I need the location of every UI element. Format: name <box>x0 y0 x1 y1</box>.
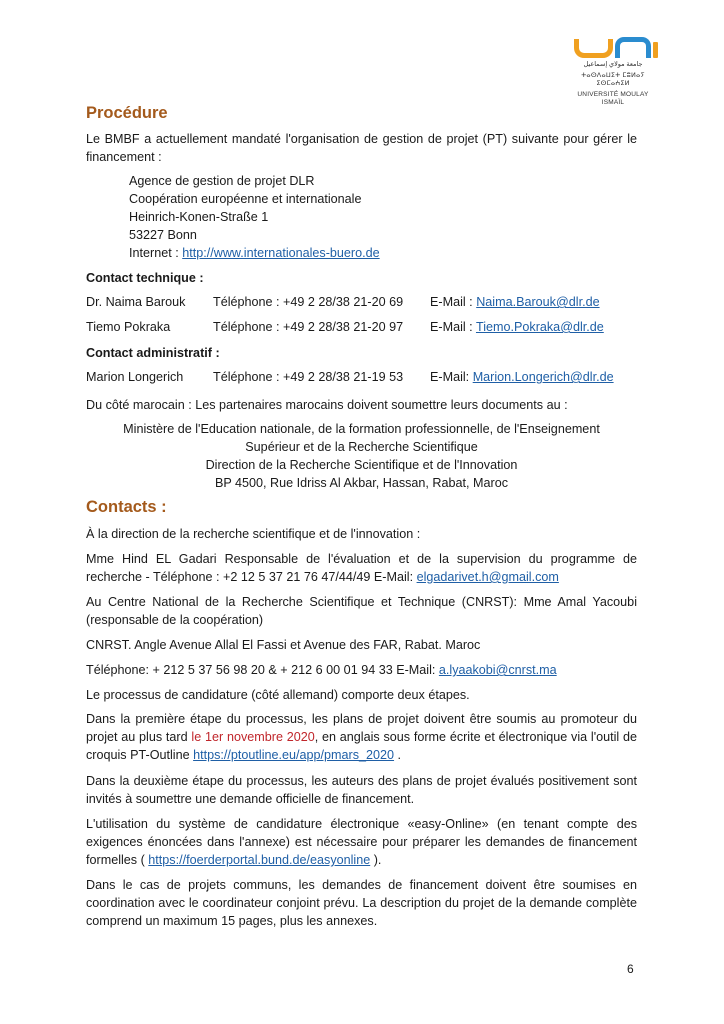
email-link[interactable]: Naima.Barouk@dlr.de <box>476 295 600 309</box>
internet-link[interactable]: http://www.internationales-buero.de <box>182 246 380 260</box>
punctuation: . <box>394 748 402 762</box>
contact-phone: Téléphone : +49 2 28/38 21-20 97 <box>213 320 404 334</box>
logo-tifinagh-text: ⵜⴰⵙⴷⴰⵡⵉⵜ ⵎⵓⵍⴰⵢ ⵉⵙⵎⴰⵄⵉⵍ <box>581 72 645 87</box>
cnrst-phone-text: Téléphone: + 212 5 37 56 98 20 & + 212 6 00 01 94 33 E-Mail: <box>86 663 439 677</box>
contact-el-gadari-text: Mme Hind EL Gadari Responsable de l'évaluation et de la supervision du programme de recherche - Téléphone : +2 12 5 37 21 76 47/44/49 E-Mail: <box>86 552 637 584</box>
contact-name: Tiemo Pokraka <box>86 320 171 334</box>
address-line-3: Heinrich-Konen-Straße 1 <box>129 210 269 224</box>
email-label: E-Mail : <box>430 295 477 309</box>
easyonline-text: L'utilisation du système de candidature électronique «easy-Online» (en tenant compte des exigences énoncées dans l'annexe) est nécessaire pour préparer les demandes de financement formelles ( <box>86 817 637 867</box>
contact-administratif-label: Contact administratif : <box>86 346 220 360</box>
internet-label: Internet : <box>129 246 183 260</box>
contacts-heading: Contacts : <box>86 498 167 516</box>
contact-phone: Téléphone : +49 2 28/38 21-19 53 <box>213 370 404 384</box>
maroc-intro: Du côté marocain : Les partenaires marocains doivent soumettre leurs documents au : <box>86 398 568 412</box>
contacts-paragraph-5 <box>86 661 557 679</box>
email-label: E-Mail : <box>430 320 476 334</box>
contacts-paragraph-3: Au Centre National de la Recherche Scientifique et Technique (CNRST): Mme Amal Yacoubi (responsable de la coopération) <box>86 595 637 627</box>
address-internet <box>129 244 380 262</box>
punctuation: ). <box>370 853 382 867</box>
logo-arabic-text: جامعة مولاي إسماعيل <box>583 61 643 68</box>
university-logo-icon <box>574 36 658 58</box>
contact-email <box>430 368 614 386</box>
first-step-text: Dans la première étape du processus, les plans de projet doivent être soumis au promoteur du projet au plus tard <box>86 712 637 744</box>
address-line-1: Agence de gestion de projet DLR <box>129 174 315 188</box>
address-line-4: 53227 Bonn <box>129 228 197 242</box>
ptoutline-link[interactable]: https://ptoutline.eu/app/pmars_2020 <box>193 748 395 762</box>
first-step-text-cont: , en anglais sous forme écrite et électronique via l'outil de croquis PT-Outline <box>86 730 637 762</box>
contact-technique-label: Contact technique : <box>86 271 204 285</box>
ministere-line-4: BP 4500, Rue Idriss Al Akbar, Hassan, Rabat, Maroc <box>214 476 509 490</box>
procedure-intro: Le BMBF a actuellement mandaté l'organisation de gestion de projet (PT) suivante pour gérer le financement : <box>86 132 637 164</box>
ministere-line-3: Direction de la Recherche Scientifique et de l'Innovation <box>205 458 518 472</box>
email-link[interactable]: Marion.Longerich@dlr.de <box>472 370 614 384</box>
page-number: 6 <box>627 962 634 976</box>
contacts-paragraph-1: À la direction de la recherche scientifique et de l'innovation : <box>86 527 421 541</box>
email-link[interactable]: elgadarivet.h@gmail.com <box>416 570 559 584</box>
email-label: E-Mail: <box>430 370 473 384</box>
address-line-2: Coopération européenne et internationale <box>129 192 362 206</box>
ministere-line-2: Supérieur et de la Recherche Scientifique <box>245 440 478 454</box>
contact-name: Dr. Naima Barouk <box>86 295 186 309</box>
contacts-paragraph-8: Dans la deuxième étape du processus, les auteurs des plans de projet évalués positivement sont invités à soumettre une demande officielle de financement. <box>86 774 637 806</box>
contacts-paragraph-10: Dans le cas de projets communs, les demandes de financement doivent être soumises en coordination avec le coordinateur conjoint prévu. La description du projet de la demande complète comprend un maximum 15 pages, plus les annexes. <box>86 878 637 928</box>
contact-email <box>430 293 600 311</box>
easyonline-link[interactable]: https://foerderportal.bund.de/easyonline <box>148 853 371 867</box>
email-link[interactable]: Tiemo.Pokraka@dlr.de <box>475 320 604 334</box>
contact-phone: Téléphone : +49 2 28/38 21-20 69 <box>213 295 404 309</box>
contacts-paragraph-2 <box>86 550 637 586</box>
contact-email <box>430 318 604 336</box>
contacts-paragraph-9 <box>86 815 637 869</box>
contacts-paragraph-4: CNRST. Angle Avenue Allal El Fassi et Avenue des FAR, Rabat. Maroc <box>86 638 481 652</box>
contacts-paragraph-7 <box>86 710 637 764</box>
deadline-text: le 1er novembre 2020 <box>191 730 315 744</box>
university-logo <box>568 36 658 106</box>
logo-latin-text: UNIVERSITÉ MOULAY ISMAÏL <box>577 91 649 106</box>
contact-name: Marion Longerich <box>86 370 184 384</box>
contacts-paragraph-6: Le processus de candidature (côté allemand) comporte deux étapes. <box>86 688 470 702</box>
procedure-heading: Procédure <box>86 104 168 122</box>
ministere-line-1: Ministère de l'Education nationale, de la formation professionnelle, de l'Enseignement <box>123 422 600 436</box>
email-link[interactable]: a.lyaakobi@cnrst.ma <box>438 663 557 677</box>
